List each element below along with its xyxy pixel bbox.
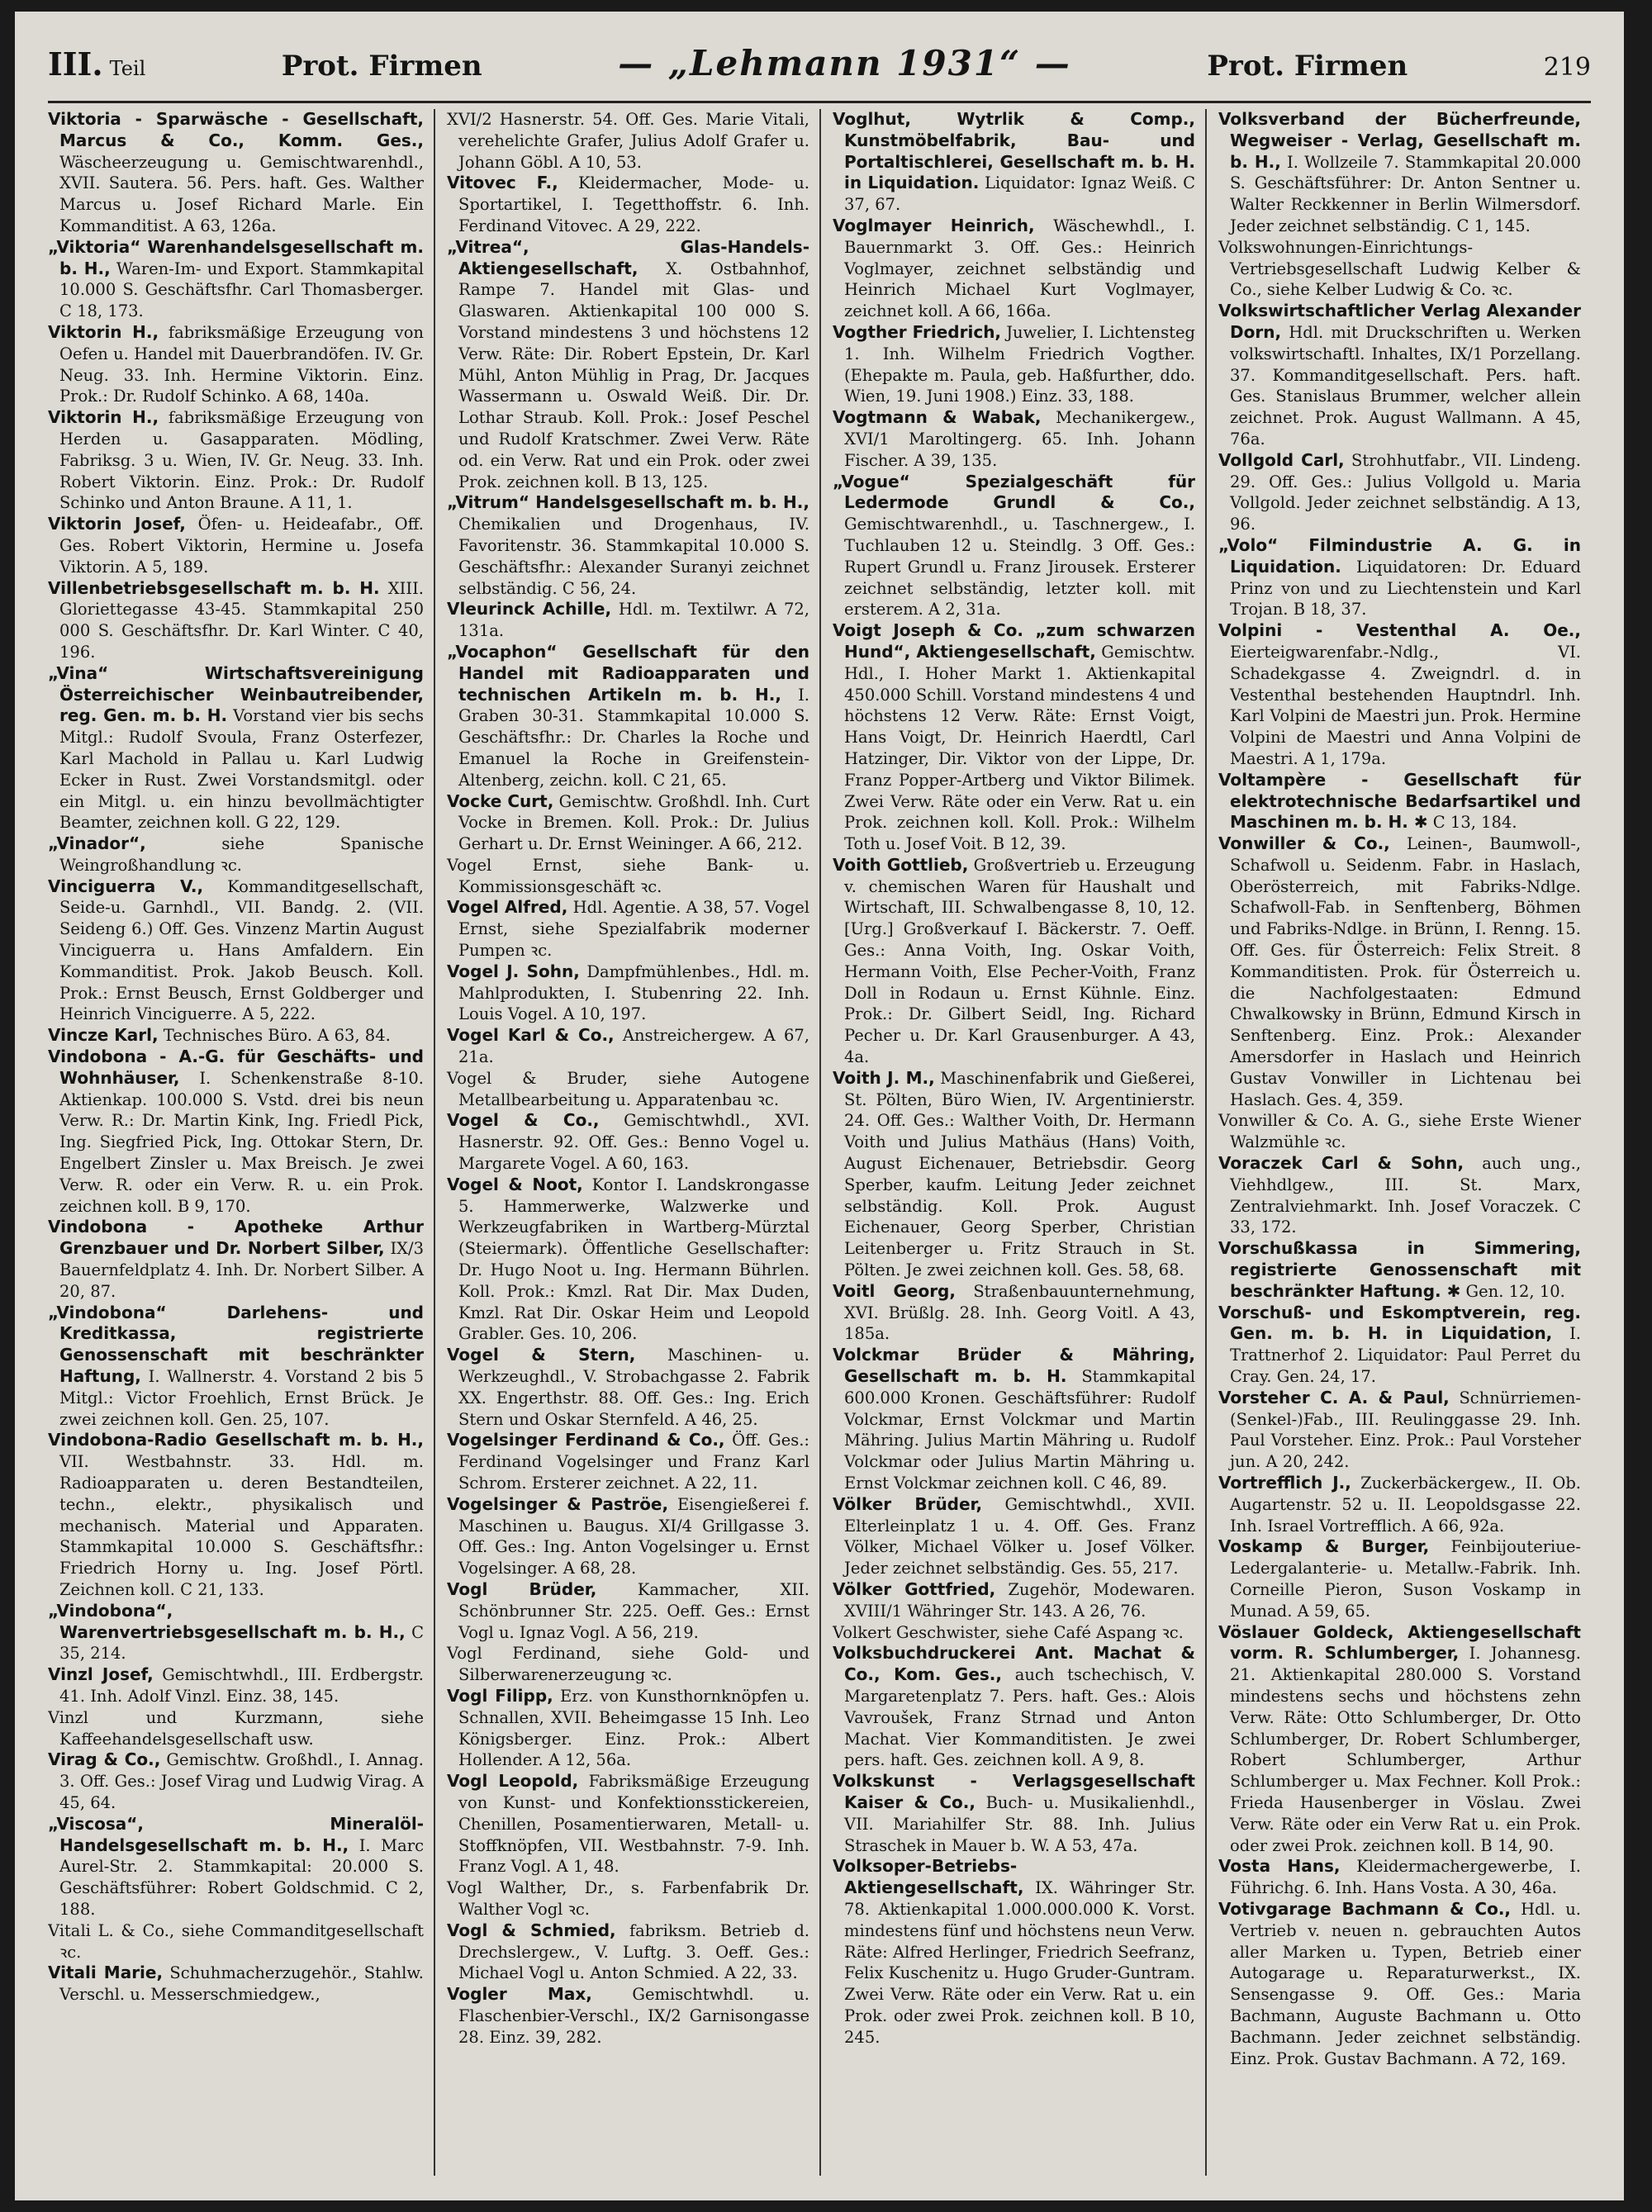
firm-details: Hdl. Agentie. A 38, 57. Vogel Ernst, siehe Spezialfabrik moderner Pumpen ꝛc. — [458, 898, 809, 961]
firm-name: Vogler Max, — [447, 1984, 592, 2005]
firm-details: Liquidatoren: Dr. Eduard Prinz von und zu Liechtenstein und Karl Trojan. B 18, 37. — [1230, 557, 1581, 619]
firm-name: Vogel Alfred, — [447, 897, 568, 918]
directory-entry — [1218, 770, 1581, 833]
directory-entry — [833, 1494, 1195, 1579]
firm-name: „Vina“ Wirtschaftsvereinigung Österreichischer Weinbautreibender, reg. Gen. m. b. H. — [48, 662, 424, 726]
firm-details: Buch- u. Musikalienhdl., VII. Mariahilfer Str. 88. Inh. Julius Straschek in Mauer b. W. A 53, 47a. — [844, 1792, 1195, 1855]
firm-details: Volkswohnungen-Einrichtungs-Vertriebsgesellschaft Ludwig Kelber & Co., siehe Kelber Ludwig & Co. ꝛc. — [1218, 237, 1581, 300]
firm-details: X. Ostbahnhof, Rampe 7. Handel mit Glas- und Glaswaren. Aktienkapital 100 000 S. Vorstand mindestens 3 und höchstens 12 Verw. Räte: Dir. Robert Epstein, Dr. Karl Mühl, Anton Mühlig in Prag, Dr. Jacques Wassermann u. Oswald Weiß. Dir. Dr. Lothar Straub. Koll. Prok.: Josef Peschel und Rudolf Kratschmer. Zwei Verw. Räte od. ein Verw. Rat und ein Prok. oder zwei Prok. zeichnen koll. B 13, 125. — [458, 259, 810, 491]
firm-name: Voglmayer Heinrich, — [833, 215, 1035, 235]
firm-details: Waren-Im- und Export. Stammkapital 10.000 S. Geschäftsfhr. Carl Thomasberger. C 18, 173. — [59, 259, 425, 321]
directory-entry — [48, 237, 424, 322]
firm-name: Vorschuß- und Eskomptverein, reg. Gen. m. b. H. in Liquidation, — [1218, 1302, 1581, 1344]
directory-entry — [1218, 1153, 1581, 1238]
firm-name: Vogel & Noot, — [447, 1174, 583, 1194]
directory-entry — [48, 1920, 424, 1963]
directory-entry — [48, 1025, 424, 1047]
firm-details: Feinbijouteriue-Ledergalanterie- u. Metallw.-Fabrik. Inh. Corneille Pieron, Suson Voskamp in Munad. A 59, 65. — [1230, 1537, 1581, 1621]
entry-columns — [48, 109, 1591, 2176]
firm-details: Chemikalien und Drogenhaus, IV. Favoritenstr. 36. Stammkapital 10.000 S. Geschäftsfhr.: Alexander Suranyi zeichnet selbständig. C 56, 24. — [458, 515, 809, 598]
firm-name: Volksoper-Betriebs-Aktiengesellschaft, — [833, 1856, 1024, 1898]
firm-details: Schnürriemen-(Senkel-)Fab., III. Reulinggasse 29. Inh. Paul Vorsteher. Einz. Prok.: Paul Vorsteher jun. A 20, 242. — [1230, 1388, 1582, 1472]
firm-name: Vogel & Stern, — [447, 1345, 636, 1365]
firm-details: IX. Währinger Str. 78. Aktienkapital 1.000.000.000 K. Vorst. mindestens fünf und höchstens neun Verw. Räte: Alfred Herlinger, Friedrich Seefranz, Felix Kuschenitz u. Hugo Gruder-Guntram. Zwei Verw. Räte oder ein Verw. Rat u. ein Prok. oder zwei Prok. zeichnen koll. B 10, 245. — [844, 1878, 1196, 2047]
directory-entry — [48, 1047, 424, 1217]
firm-name: Volksbuchdruckerei Ant. Machat & Co., Kom. Ges., — [833, 1643, 1195, 1685]
column-1 — [48, 109, 434, 2176]
firm-details: Hdl. u. Vertrieb v. neuen n. gebrauchten Autos aller Marken u. Typen, Betrieb einer Autogarage u. Reparaturwerkst., IX. Sensengasse 9. Off. Ges.: Maria Bachmann, Auguste Bachmann u. Otto Bachmann. Jeder zeichnet selbständig. Einz. Prok. Gustav Bachmann. A 72, 169. — [1230, 1899, 1581, 2068]
directory-entry — [1218, 1238, 1581, 1302]
firm-details: Stammkapital 600.000 Kronen. Geschäftsführer: Rudolf Volckmar, Ernst Volckmar und Martin Mähring. Julius Martin Mähring u. Rudolf Volckmar oder Julius Martin Mähring u. Ernst Volckmar zeichnen koll. C 46, 89. — [844, 1367, 1195, 1493]
firm-details: Vogel Ernst, siehe Bank- u. Kommissionsgeschäft ꝛc. — [447, 855, 809, 896]
directory-entry — [48, 1217, 424, 1302]
directory-entry — [48, 1664, 424, 1707]
firm-details: I. Trattnerhof 2. Liquidator: Paul Perret du Cray. Gen. 24, 17. — [1230, 1324, 1581, 1387]
firm-details: Hdl. m. Textilwr. A 72, 131a. — [458, 600, 809, 641]
directory-entry — [447, 1110, 809, 1174]
firm-name: Vogl & Schmied, — [447, 1920, 616, 1940]
firm-details: I. Johannesg. 21. Aktienkapital 280.000 S. Vorstand mindestens sechs und höchstens zehn Verw. Räte: Otto Schlumberger, Dr. Otto Schlumberger, Dr. Robert Schlumberger, Robert Schlumberger, Arthur Schlumberger u. Max Fechner. Koll Prok.: Frieda Hausenberger in Vöslau. Zwei Verw. Räte oder ein Verw Rat u. ein Prok. oder zwei Prok. zeichnen koll. B 14, 90. — [1230, 1644, 1582, 1855]
firm-name: Viktorin Josef, — [48, 514, 186, 534]
directory-entry — [48, 514, 424, 577]
firm-details: Strohhutfabr., VII. Lindeng. 29. Off. Ges.: Julius Vollgold u. Maria Vollgold. Jeder zeichnet selbständig. A 13, 96. — [1230, 450, 1581, 534]
firm-name: Vocke Curt, — [447, 790, 554, 811]
directory-entry — [48, 1814, 424, 1920]
directory-entry — [833, 109, 1195, 216]
firm-details: I. Wollzeile 7. Stammkapital 20.000 S. Geschäftsführer: Dr. Anton Sentner u. Walter Reckkenner in Berlin Wilmersdorf. Jeder zeichnet selbständig. C 1, 145. — [1230, 152, 1582, 235]
directory-entry — [48, 407, 424, 514]
firm-name: Vitali Marie, — [48, 1963, 164, 1983]
firm-details: Erz. von Kunsthornknöpfen u. Schnallen, XVII. Beheimgasse 15 Inh. Leo Königsberger. Einz. Prok.: Albert Hollender. A 12, 56a. — [458, 1686, 810, 1770]
directory-entry — [447, 1494, 809, 1579]
firm-details: Vorstand vier bis sechs Mitgl.: Rudolf Svoula, Franz Osterfezer, Karl Machold in Pallau u. Karl Ludwig Ecker in Rust. Zwei Vorstandsmitgl. oder ein Mitgl. u. ein hinzu bevollmächtigter Beamter, zeichnen koll. G 22, 129. — [59, 706, 424, 833]
firm-details: Eisengießerei f. Maschinen u. Baugus. XI/4 Grillgasse 3. Off. Ges.: Ing. Anton Vogelsinger u. Ernst Vogelsinger. A 68, 28. — [458, 1494, 809, 1578]
section-title-left: Prot. Firmen — [281, 50, 482, 83]
firm-details: Wäscheerzeugung u. Gemischtwarenhdl., XVII. Sautera. 56. Pers. haft. Ges. Walther Marcus u. Josef Richard Marle. Ein Kommanditist. A 63, 126a. — [59, 152, 424, 235]
firm-details: Vinzl und Kurzmann, siehe Kaffeehandelsgesellschaft usw. — [48, 1707, 424, 1749]
firm-details: I. Schenkenstraße 8-10. Aktienkap. 100.000 S. Vstd. drei bis neun Verw. R.: Dr. Martin Kink, Ing. Friedl Pick, Ing. Siegfried Pick, Ing. Ottokar Stern, Dr. Engelbert Zinsler u. Max Breisch. Je zwei Verw. R. oder ein Verw. R. u. ein Prok. zeichnen koll. B 9, 170. — [59, 1068, 425, 1216]
section-title-right: Prot. Firmen — [1207, 50, 1408, 83]
directory-entry — [447, 1643, 809, 1686]
firm-name: „Vocaphon“ Gesellschaft für den Handel mit Radioapparaten und technischen Artikeln m. b. H., — [447, 641, 809, 705]
firm-name: „Vitrum“ Handelsgesellschaft m. b. H., — [447, 492, 809, 513]
firm-name: Vindobona - Apotheke Arthur Grenzbauer und Dr. Norbert Silber, — [48, 1217, 424, 1259]
firm-name: Vogel Karl & Co., — [447, 1025, 615, 1046]
firm-details: Schuhmacherzugehör., Stahlw. Verschl. u. Messerschmiedgew., — [59, 1963, 424, 2005]
firm-name: Vogel & Co., — [447, 1110, 600, 1131]
directory-entry — [447, 1068, 809, 1111]
firm-name: Volpini - Vestenthal A. Oe., — [1218, 620, 1581, 641]
header-rule — [48, 101, 1591, 103]
firm-name: Voith Gottlieb, — [833, 854, 969, 875]
directory-entry — [833, 620, 1195, 855]
firm-name: „Vindobona“, Warenvertriebsgesellschaft m. b. H., — [48, 1600, 406, 1642]
directory-entry — [447, 1877, 809, 1920]
directory-entry — [447, 492, 809, 599]
directory-entry — [48, 322, 424, 407]
firm-details: fabriksm. Betrieb d. Drechslergew., V. Luftg. 3. Oeff. Ges.: Michael Vogl u. Anton Schmied. A 22, 33. — [458, 1920, 810, 1983]
firm-details: Vogl Walther, Dr., s. Farbenfabrik Dr. Walther Vogl ꝛc. — [447, 1878, 809, 1919]
firm-name: Voskamp & Burger, — [1218, 1536, 1430, 1557]
firm-name: „Viktoria“ Warenhandelsgesellschaft m. b. H., — [48, 236, 424, 278]
firm-name: Viktorin H., — [48, 321, 159, 342]
firm-name: Vorsteher C. A. & Paul, — [1218, 1387, 1450, 1407]
firm-name: Virag & Co., — [48, 1749, 161, 1770]
firm-name: „Volo“ Filmindustrie A. G. in Liquidation. — [1218, 534, 1581, 577]
firm-details: Vogel & Bruder, siehe Autogene Metallbearbeitung u. Apparatenbau ꝛc. — [447, 1068, 809, 1109]
firm-details: auch ung., Viehhdlgew., III. St. Marx, Zentralviehmarkt. Inh. Josef Voraczek. C 33, 172. — [1230, 1154, 1581, 1237]
directory-entry — [447, 1345, 809, 1430]
directory-entry — [1218, 450, 1581, 535]
directory-entry — [48, 578, 424, 663]
firm-details: XIII. Gloriettegasse 43-45. Stammkapital 250 000 S. Geschäftsfhr. Dr. Karl Winter. C 40, 196. — [59, 578, 424, 662]
part-label: III. Teil — [48, 45, 146, 83]
firm-name: Volkswirtschaftlicher Verlag Alexander Dorn, — [1218, 301, 1581, 342]
firm-details: Gemischtwarenhdl., u. Taschnergew., I. Tuchlauben 12 u. Steindlg. 3 Off. Ges.: Rupert Grundl u. Franz Jirousek. Ersterer zeichnet selbständig, letzter koll. mit ersterem. A 2, 31a. — [844, 515, 1195, 619]
directory-entry — [48, 1303, 424, 1431]
firm-details: Liquidator: Ignaz Weiß. C 37, 67. — [844, 173, 1195, 215]
directory-entry — [833, 216, 1195, 322]
directory-entry — [1218, 109, 1581, 237]
directory-entry — [48, 1430, 424, 1600]
firm-name: Volksverband der Bücherfreunde, Wegweiser - Verlag, Gesellschaft m. b. H., — [1218, 109, 1581, 172]
firm-details: siehe Spanische Weingroßhandlung ꝛc. — [59, 834, 425, 875]
firm-details: Wäschewhdl., I. Bauernmarkt 3. Off. Ges.: Heinrich Voglmayer, zeichnet selbständig und Heinrich Michael Kurt Voglmayer, zeichnet koll. A 66, 166a. — [844, 216, 1195, 321]
firm-name: Voraczek Carl & Sohn, — [1218, 1153, 1464, 1174]
firm-name: Völker Gottfried, — [833, 1578, 996, 1599]
firm-details: Zuckerbäckergew., II. Ob. Augartenstr. 52 u. II. Leopoldsgasse 22. Inh. Israel Vortrefflich. A 66, 92a. — [1230, 1474, 1581, 1536]
directory-entry — [447, 1984, 809, 2048]
directory-entry — [48, 1707, 424, 1750]
directory-entry — [1218, 1536, 1581, 1621]
firm-name: Vogel J. Sohn, — [447, 961, 580, 981]
firm-details: Vonwiller & Co. A. G., siehe Erste Wiener Walzmühle ꝛc. — [1218, 1111, 1581, 1152]
firm-name: Vindobona-Radio Gesellschaft m. b. H., — [48, 1430, 424, 1450]
directory-entry — [447, 855, 809, 898]
firm-name: Vogelsinger & Paströe, — [447, 1493, 669, 1514]
firm-name: Vollgold Carl, — [1218, 449, 1345, 470]
firm-name: Vinciguerra V., — [48, 876, 204, 896]
directory-entry — [1218, 833, 1581, 1110]
directory-entry — [447, 237, 809, 493]
directory-entry — [48, 663, 424, 833]
directory-entry — [48, 1963, 424, 2006]
firm-name: Votivgarage Bachmann & Co., — [1218, 1898, 1512, 1919]
firm-details: Vogl Ferdinand, siehe Gold- und Silberwarenerzeugung ꝛc. — [447, 1644, 809, 1685]
firm-name: „Vitrea“, Glas-Handels-Aktiengesellschaft, — [447, 236, 809, 278]
directory-entry — [833, 1068, 1195, 1281]
firm-details: Gemischtwhdl. u. Flaschenbier-Verschl., IX/2 Garnisongasse 28. Einz. 39, 282. — [458, 1985, 809, 2047]
firm-details: Zugehör, Modewaren. XVIII/1 Währinger Str. 143. A 26, 76. — [844, 1579, 1195, 1621]
directory-entry — [48, 876, 424, 1026]
firm-name: Vitovec F., — [447, 173, 558, 193]
firm-details: VII. Westbahnstr. 33. Hdl. m. Radioapparaten u. deren Bestandteilen, techn., elektr., physikalisch und mechanisch. Material und Apparaten. Stammkapital 10.000 S. Geschäftsfhr.: Friedrich Horny u. Ing. Josef Pörtl. Zeichnen koll. C 21, 133. — [59, 1452, 424, 1599]
firm-details: Kontor I. Landskrongasse 5. Hammerwerke, Walzwerke und Werkzeugfabriken in Wartberg-Mürztal (Steiermark). Öffentliche Gesellschafter: Dr. Hugo Noot u. Ing. Hermann Bührlen. Koll. Prok.: Kmzl. Rat Dir. Max Duden, Kmzl. Rat Dir. Oskar Heim und Leopold Grabler. Ges. 10, 206. — [458, 1175, 810, 1344]
firm-details: I. Wallnerstr. 4. Vorstand 2 bis 5 Mitgl.: Victor Froehlich, Ernst Brück. Je zwei zeichnen koll. Gen. 25, 107. — [59, 1367, 424, 1429]
firm-name: Vleurinck Achille, — [447, 599, 612, 619]
firm-details: Gemischtwhdl., XVII. Elterleinplatz 1 u. 4. Off. Ges. Franz Völker, Michael Völker u. Josef Völker. Jeder zeichnet selbständig. Ges. 55, 217. — [844, 1494, 1195, 1578]
firm-name: Vogl Brüder, — [447, 1578, 597, 1599]
directory-entry — [1218, 1899, 1581, 2069]
firm-details: Kammacher, XII. Schönbrunner Str. 225. Oeff. Ges.: Ernst Vogl u. Ignaz Vogl. A 56, 219. — [458, 1579, 809, 1642]
directory-entry — [447, 791, 809, 855]
firm-name: Vortrefflich J., — [1218, 1473, 1351, 1493]
firm-details: I. Graben 30-31. Stammkapital 10.000 S. Geschäftsfhr.: Dr. Charles la Roche und Emanuel la Roche in Greifenstein-Altenberg, zeichn. koll. C 21, 65. — [458, 685, 809, 790]
firm-name: Voglhut, Wytrlik & Comp., Kunstmöbelfabrik, Bau- und Portaltischlerei, Gesellschaft m. b. H. in Liquidation. — [833, 109, 1195, 193]
firm-details: Kleidermachergewerbe, I. Führichg. 6. Inh. Hans Vosta. A 30, 46a. — [1230, 1857, 1582, 1898]
firm-name: Völker Brüder, — [833, 1493, 983, 1514]
directory-entry — [447, 961, 809, 1025]
firm-details: Leinen-, Baumwoll-, Schafwoll u. Seidenm. Fabr. in Haslach, Oberösterreich, mit Fabriks-Ndlge. Schafwoll-Fab. in Senftenberg, Böhmen und Fabriks-Ndlge. in Brünn, I. Renng. 15. Off. Ges. für Österreich: Felix Streit. 8 Kommanditisten. Prok. für Österreich u. die Nachfolgestaaten: Edmund Chwalkowsky in Brünn, Edmund Kirsch in Senftenberg. Einz. Prok.: Alexander Amersdorfer in Haslach und Heinrich Gustav Vonwiller in Lichtenau bei Haslach. Ges. 4, 359. — [1230, 834, 1581, 1109]
firm-details: C 13, 184. — [1432, 813, 1517, 833]
firm-details: Maschinen- u. Werkzeughdl., V. Strobachgasse 2. Fabrik XX. Engerthstr. 88. Off. Ges.: Ing. Erich Stern und Oskar Sternfeld. A 46, 25. — [458, 1346, 809, 1429]
directory-entry — [447, 1579, 809, 1643]
directory-entry — [1218, 1622, 1581, 1857]
firm-details: Öff. Ges.: Ferdinand Vogelsinger und Franz Karl Schrom. Ersterer zeichnet. A 22, 11. — [458, 1431, 810, 1493]
directory-entry — [1218, 1110, 1581, 1153]
directory-entry — [48, 1749, 424, 1813]
firm-details: XVI/2 Hasnerstr. 54. Off. Ges. Marie Vitali, verehelichte Grafer, Julius Adolf Grafer u. Johann Göbl. A 10, 53. — [447, 110, 809, 172]
column-4 — [1205, 109, 1591, 2176]
firm-details: Straßenbauunternehmung, XVI. Brüßlg. 28. Inh. Georg Voitl. A 43, 185a. — [844, 1281, 1196, 1344]
firm-details: Volkert Geschwister, siehe Café Aspang ꝛc. — [833, 1622, 1184, 1642]
firm-name: Vogl Leopold, — [447, 1771, 579, 1792]
firm-details: auch tschechisch, V. Margaretenplatz 7. Pers. haft. Ges.: Alois Vavroušek, Franz Strnad und Anton Machat. Vier Kommanditisten. Je zwei pers. haft. Ges. zeichnen koll. A 9, 8. — [844, 1665, 1195, 1770]
firm-details: Dampfmühlenbes., Hdl. m. Mahlprodukten, I. Stubenring 22. Inh. Louis Vogel. A 10, 197. — [458, 961, 809, 1024]
directory-entry — [447, 1920, 809, 1984]
firm-name: Voith J. M., — [833, 1067, 935, 1088]
firm-name: „Viscosa“, Mineralöl-Handelsgesellschaft m. b. H., — [48, 1813, 424, 1855]
column-3 — [819, 109, 1205, 2176]
directory-entry — [833, 1643, 1195, 1771]
firm-name: Vosta Hans, — [1218, 1856, 1341, 1877]
directory-entry — [447, 897, 809, 961]
directory-entry — [1218, 301, 1581, 450]
firm-name: Volkskunst - Verlagsgesellschaft Kaiser & Co., — [833, 1771, 1195, 1812]
firm-name: Viktorin H., — [48, 407, 159, 428]
firm-details: Technisches Büro. A 63, 84. — [163, 1026, 391, 1046]
directory-entry — [1218, 1473, 1581, 1536]
firm-name: Voitl Georg, — [833, 1280, 956, 1301]
directory-entry — [1218, 535, 1581, 620]
firm-details: Gemischtw. Großhdl. Inh. Curt Vocke in Bremen. Koll. Prok.: Dr. Julius Gerhart u. Dr. Ernst Weininger. A 66, 212. — [458, 791, 809, 854]
directory-entry — [48, 109, 424, 237]
firm-name: „Vogue“ Spezialgeschäft für Ledermode Grundl & Co., — [833, 471, 1195, 513]
firm-details: Maschinenfabrik und Gießerei, St. Pölten, Büro Wien, IV. Argentinierstr. 24. Off. Ges.: Walther Voith, Dr. Hermann Voith und Julius Mathäus (Hans) Voith, August Eichenauer, Betriebsdir. Georg Sperber, kaufm. Leitung Jeder zeichnet selbständig. Koll. Prok. August Eichenauer, Georg Sperber, Christian Leitenberger u. Fritz Strauch in St. Pölten. Je zwei zeichnen koll. Ges. 58, 68. — [844, 1068, 1196, 1280]
firm-name: Vorschußkassa in Simmering, registrierte Genossenschaft mit beschränkter Haftung. ✱ — [1218, 1238, 1581, 1301]
directory-entry — [833, 1579, 1195, 1622]
firm-details: Gemischtw. Hdl., I. Hoher Markt 1. Aktienkapital 450.000 Schill. Vorstand mindestens 4 und höchstens 12 Verw. Räte: Ernst Voigt, Hans Voigt, Dr. Heinrich Haerdtl, Carl Hatzinger, Dir. Viktor von der Lippe, Dr. Franz Popper-Artberg und Viktor Bilimek. Zwei Verw. Räte oder ein Verw. Rat u. ein Prok. zeichnen koll. Koll. Prok.: Wilhelm Toth u. Josef Voit. B 12, 39. — [844, 642, 1195, 854]
directory-entry — [833, 1281, 1195, 1345]
directory-entry — [833, 1856, 1195, 2048]
directory-entry — [447, 1686, 809, 1771]
directory-entry — [833, 855, 1195, 1068]
firm-name: Vogther Friedrich, — [833, 321, 1002, 342]
directory-entry — [447, 1430, 809, 1493]
firm-details: Großvertrieb u. Erzeugung v. chemischen Waren für Haushalt und Wirtschaft, III. Schwalbengasse 8, 10, 12. [Urg.] Großverkauf I. Bäckerstr. 7. Oeff. Ges.: Anna Voith, Ing. Oskar Voith, Hermann Voith, Else Pecher-Voith, Franz Doll in Rodaun u. Ernst Kühnle. Einz. Prok.: Dr. Gilbert Seidl, Ing. Richard Pecher u. Dr. Karl Grausenburger. A 43, 4a. — [844, 855, 1195, 1067]
directory-entry — [447, 1025, 809, 1068]
directory-entry — [833, 407, 1195, 471]
directory-entry — [447, 642, 809, 791]
firm-name: Vindobona - A.-G. für Geschäfts- und Wohnhäuser, — [48, 1047, 424, 1088]
directory-entry — [447, 173, 809, 236]
directory-page — [15, 12, 1624, 2200]
directory-entry — [1218, 620, 1581, 770]
firm-details: fabriksmäßige Erzeugung von Oefen u. Handel mit Dauerbrandöfen. IV. Gr. Neug. 33. Inh. Hermine Viktorin. Einz. Prok.: Dr. Rudolf Schinko. A 68, 140a. — [59, 322, 424, 406]
firm-name: Villenbetriebsgesellschaft m. b. H. — [48, 577, 380, 598]
firm-name: Viktoria - Sparwäsche - Gesellschaft, Marcus & Co., Komm. Ges., — [48, 109, 424, 150]
firm-name: Volckmar Brüder & Mähring, Gesellschaft m. b. H. — [833, 1345, 1195, 1387]
directory-entry — [833, 472, 1195, 621]
firm-details: Gen. 12, 10. — [1465, 1281, 1565, 1301]
directory-entry — [833, 1345, 1195, 1494]
firm-details: I. Marc Aurel-Str. 2. Stammkapital: 20.000 S. Geschäftsführer: Robert Goldschmid. C 2, 188. — [59, 1835, 425, 1919]
page-number: 219 — [1543, 53, 1591, 82]
directory-entry — [48, 833, 424, 876]
directory-entry — [1218, 237, 1581, 301]
firm-name: Vogelsinger Ferdinand & Co., — [447, 1430, 725, 1450]
column-2 — [434, 109, 819, 2176]
directory-entry — [447, 1175, 809, 1345]
firm-details: Juwelier, I. Lichtensteg 1. Inh. Wilhelm Friedrich Vogther. (Ehepakte m. Paula, geb. Haßfurther, ddo. Wien, 19. Juni 1908.) Einz. 33, 188. — [844, 322, 1195, 406]
firm-details: Kommanditgesellschaft, Seide-u. Garnhdl., VII. Bandg. 2. (VII. Seideng 6.) Off. Ges. Vinzenz Martin August Vinciguerra u. Hans Amfaldern. Ein Kommanditist. Prok. Jakob Beusch. Koll. Prok.: Ernst Beusch, Ernst Goldberger und Heinrich Vinciguerre. A 5, 222. — [59, 876, 424, 1024]
firm-name: Voigt Joseph & Co. „zum schwarzen Hund“, Aktiengesellschaft, — [833, 620, 1195, 662]
firm-details: Hdl. mit Druckschriften u. Werken volkswirtschaftl. Inhaltes, IX/1 Porzellang. 37. Kommanditgesellschaft. Pers. haft. Ges. Stanislaus Brummer, welcher allein zeichnet. Prok. August Wallmann. A 45, 76a. — [1230, 322, 1582, 449]
directory-entry — [447, 1771, 809, 1877]
firm-name: Vöslauer Goldeck, Aktiengesellschaft vorm. R. Schlumberger, — [1218, 1621, 1581, 1664]
firm-details: Mechanikergew., XVI/1 Maroltingerg. 65. Inh. Johann Fischer. A 39, 135. — [844, 408, 1195, 470]
firm-details: Gemischtw. Großhdl., I. Annag. 3. Off. Ges.: Josef Virag und Ludwig Virag. A 45, 64. — [59, 1750, 424, 1812]
firm-details: Öfen- u. Heideafabr., Off. Ges. Robert Viktorin, Hermine u. Josefa Viktorin. A 5, 189. — [59, 515, 425, 577]
firm-details: Gemischtwhdl., III. Erdbergstr. 41. Inh. Adolf Vinzl. Einz. 38, 145. — [59, 1665, 424, 1706]
directory-entry — [1218, 1303, 1581, 1388]
firm-name: Vincze Karl, — [48, 1025, 159, 1046]
firm-name: Vogtmann & Wabak, — [833, 407, 1042, 428]
firm-details: Fabriksmäßige Erzeugung von Kunst- und Konfektionsstickereien, Chenillen, Posamentierwaren, Metall- u. Stoffknöpfen, VII. Westbahnstr. 7-9. Inh. Franz Vogl. A 1, 48. — [458, 1772, 810, 1877]
directory-entry — [1218, 1856, 1581, 1899]
page-header — [48, 43, 1591, 101]
firm-details: Vitali L. & Co., siehe Commanditgesellschaft ꝛc. — [48, 1920, 424, 1962]
directory-entry — [833, 322, 1195, 407]
firm-name: Vonwiller & Co., — [1218, 833, 1390, 854]
firm-name: „Vindobona“ Darlehens- und Kreditkassa, registrierte Genossenschaft mit beschränkter Haftung, — [48, 1302, 424, 1387]
firm-name: Vogl Filipp, — [447, 1685, 553, 1706]
firm-details: IX/3 Bauernfeldplatz 4. Inh. Dr. Norbert Silber. A 20, 87. — [59, 1239, 424, 1301]
firm-details: Gemischtwhdl., XVI. Hasnerstr. 92. Off. Ges.: Benno Vogel u. Margarete Vogel. A 60, 163. — [458, 1111, 809, 1174]
firm-name: „Vinador“, — [48, 833, 146, 854]
firm-name: Voltampère - Gesellschaft für elektrotechnische Bedarfsartikel und Maschinen m. b. H. ✱ — [1218, 769, 1581, 833]
firm-details: Anstreichergew. A 67, 21a. — [458, 1026, 810, 1067]
publication-title: — „Lehmann 1931“ — — [618, 43, 1071, 83]
directory-entry — [833, 1622, 1195, 1644]
directory-entry — [447, 109, 809, 173]
firm-details: Eierteigwarenfabr.-Ndlg., VI. Schadekgasse 4. Zweigndrl. d. in Vestenthal bestehenden Hauptndrl. Inh. Karl Volpini de Maestri jun. Prok. Hermine Volpini de Maestri und Anna Volpini de Maestri. A 1, 179a. — [1230, 642, 1581, 768]
directory-entry — [447, 599, 809, 642]
directory-entry — [48, 1601, 424, 1664]
directory-entry — [1218, 1388, 1581, 1473]
firm-details: C 35, 214. — [59, 1622, 425, 1664]
directory-entry — [833, 1771, 1195, 1856]
firm-details: fabriksmäßige Erzeugung von Herden u. Gasapparaten. Mödling, Fabriksg. 3 u. Wien, IV. Gr. Neug. 33. Inh. Robert Viktorin. Einz. Prok.: Dr. Rudolf Schinko und Anton Braune. A 11, 1. — [59, 408, 424, 513]
firm-name: Vinzl Josef, — [48, 1664, 154, 1685]
firm-details: Kleidermacher, Mode- u. Sportartikel, I. Tegetthoffstr. 6. Inh. Ferdinand Vitovec. A 29, 222. — [458, 173, 809, 235]
